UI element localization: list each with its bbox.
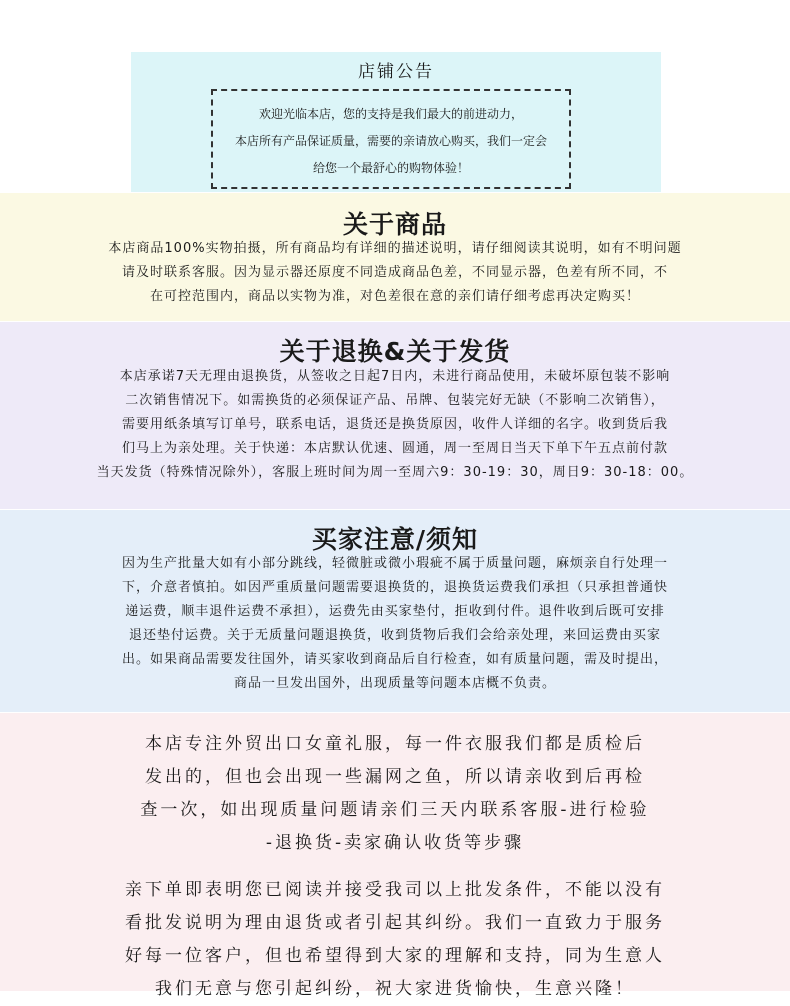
notice-line: 给您一个最舒心的购物体验！ xyxy=(312,161,469,175)
buyer-notes-section xyxy=(0,510,790,712)
products-line: 在可控范围内，商品以实物为准，对色差很在意的亲们请仔细考虑再决定购买！ xyxy=(149,289,640,304)
closing-line: 亲下单即表明您已阅读并接受我司以上批发条件，不能以没有 xyxy=(125,880,665,900)
returns-line: 们马上为亲处理。关于快递：本店默认优速、圆通，周一至周日当天下单下午五点前付款 xyxy=(121,441,668,456)
buyer-notes-line: 出。如果商品需要发往国外，请买家收到商品后自行检查，如有质量问题，需及时提出， xyxy=(121,652,668,667)
products-line: 请及时联系客服。因为显示器还原度不同造成商品色差，不同显示器，色差有所不同，不 xyxy=(121,265,668,280)
closing-line: 我们无意与您引起纠纷，祝大家进货愉快，生意兴隆！ xyxy=(155,979,635,999)
returns-section xyxy=(0,322,790,509)
products-title: 关于商品 xyxy=(342,210,447,239)
notice-title: 店铺公告 xyxy=(358,62,434,82)
products-line: 本店商品100%实物拍摄，所有商品均有详细的描述说明，请仔细阅读其说明，如有不明问题 xyxy=(108,241,682,256)
returns-line: 本店承诺7天无理由退换货，从签收之日起7日内，未进行商品使用，未破坏原包装不影响 xyxy=(119,369,671,384)
closing-line: 查一次，如出现质量问题请亲们三天内联系客服-进行检验 xyxy=(140,800,650,820)
returns-line: 当天发货（特殊情况除外），客服上班时间为周一至周六9：30-19：30，周日9：30-18：00。 xyxy=(96,465,694,480)
closing-line: 发出的，但也会出现一些漏网之鱼，所以请亲收到后再检 xyxy=(145,767,645,787)
store-notice xyxy=(131,52,661,192)
returns-title: 关于退换&关于发货 xyxy=(279,337,511,366)
buyer-notes-title: 买家注意/须知 xyxy=(311,525,479,554)
closing-line: 本店专注外贸出口女童礼服，每一件衣服我们都是质检后 xyxy=(145,734,645,754)
closing-line: 看批发说明为理由退货或者引起其纠纷。我们一直致力于服务 xyxy=(125,913,665,933)
buyer-notes-line: 因为生产批量大如有小部分跳线，轻微脏或微小瑕疵不属于质量问题，麻烦亲自行处理一 xyxy=(121,556,668,571)
notice-line: 本店所有产品保证质量，需要的亲请放心购买，我们一定会 xyxy=(234,134,547,148)
closing-section xyxy=(0,713,790,999)
products-section xyxy=(0,193,790,321)
closing-line: -退换货-卖家确认收货等步骤 xyxy=(265,833,525,853)
buyer-notes-line: 商品一旦发出国外，出现质量等问题本店概不负责。 xyxy=(233,676,556,691)
closing-line: 好每一位客户，但也希望得到大家的理解和支持，同为生意人 xyxy=(125,946,665,966)
returns-line: 需要用纸条填写订单号，联系电话，退货还是换货原因，收件人详细的名字。收到货后我 xyxy=(121,417,668,432)
buyer-notes-line: 下，介意者慎拍。如因严重质量问题需要退换货的，退换货运费我们承担（只承担普通快 xyxy=(121,580,668,595)
notice-line: 欢迎光临本店，您的支持是我们最大的前进动力， xyxy=(258,107,523,121)
paragraph-gap xyxy=(0,860,790,874)
notice-dashed-frame xyxy=(211,89,571,189)
buyer-notes-line: 退还垫付运费。关于无质量问题退换货，收到货物后我们会给亲处理，来回运费由买家 xyxy=(128,628,661,643)
buyer-notes-line: 递运费，顺丰退件运费不承担），运费先由买家垫付，拒收到付件。退件收到后既可安排 xyxy=(125,604,665,619)
returns-line: 二次销售情况下。如需换货的必须保证产品、吊牌、包装完好无缺（不影响二次销售）， xyxy=(125,393,665,408)
